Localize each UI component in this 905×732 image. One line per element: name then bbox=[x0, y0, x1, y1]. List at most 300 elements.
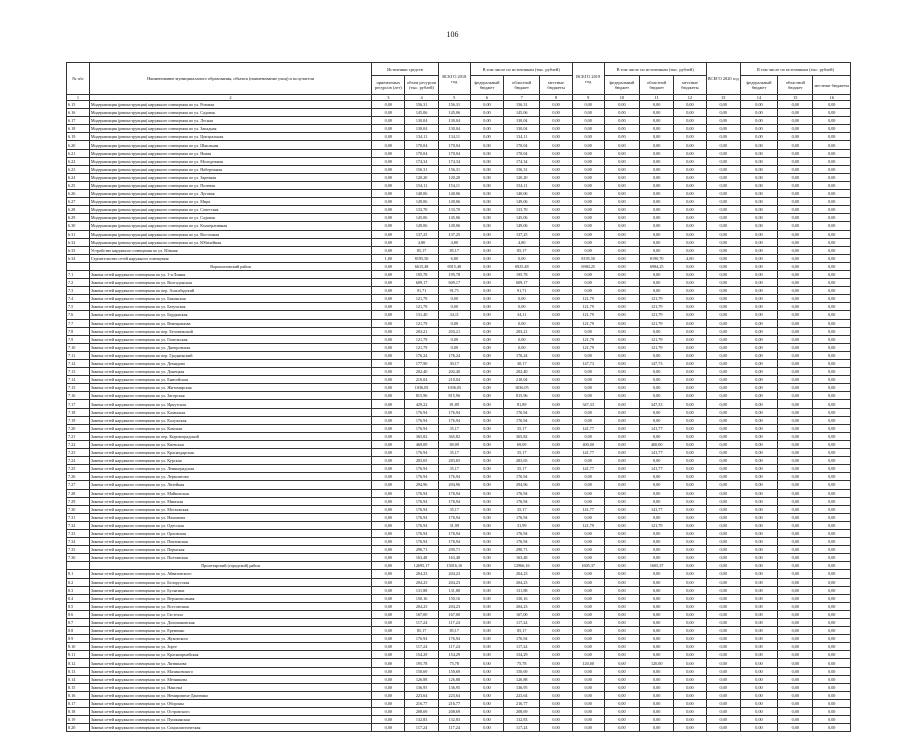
row-value: 0,00 bbox=[572, 206, 604, 214]
row-value: 0,00 bbox=[572, 173, 604, 181]
row-index: 8.2 bbox=[67, 578, 90, 586]
row-value: 0,00 bbox=[470, 432, 503, 440]
row-value: 0,00 bbox=[372, 675, 405, 683]
column-number: 1 bbox=[67, 95, 90, 101]
row-value: 133,70 bbox=[504, 206, 540, 214]
row-value: 0,00 bbox=[540, 602, 572, 610]
row-value: 216,77 bbox=[405, 699, 438, 707]
row-index: 7.2 bbox=[67, 279, 90, 287]
row-name: Замена сетей наружного освещения по ул. Камская bbox=[89, 424, 371, 432]
row-value: 0,00 bbox=[640, 489, 674, 497]
row-value: 0,00 bbox=[540, 651, 572, 659]
row-value: 134,11 bbox=[405, 133, 438, 141]
row-value: 141,77 bbox=[640, 449, 674, 457]
row-value: 0,00 bbox=[778, 708, 813, 716]
row-value: 0,00 bbox=[572, 554, 604, 562]
row-value: 0,00 bbox=[674, 683, 706, 691]
row-value: 0,00 bbox=[813, 109, 851, 117]
row-value: 0,00 bbox=[640, 101, 674, 109]
row-value: 0,00 bbox=[604, 449, 639, 457]
row-value: 0,00 bbox=[640, 691, 674, 699]
row-value: 156,31 bbox=[405, 101, 438, 109]
row-value: 1605,37 bbox=[572, 562, 604, 570]
table-row bbox=[67, 368, 851, 376]
row-value: 0,00 bbox=[470, 109, 503, 117]
row-value: 0,00 bbox=[778, 319, 813, 327]
table-row bbox=[67, 683, 851, 691]
row-value: 176,94 bbox=[405, 424, 438, 432]
row-value: 0,00 bbox=[813, 400, 851, 408]
row-value: 0,00 bbox=[706, 635, 740, 643]
row-value: 0,00 bbox=[813, 351, 851, 359]
row-value: 0,00 bbox=[813, 699, 851, 707]
row-value: 0,00 bbox=[640, 238, 674, 246]
row-value: 0,00 bbox=[778, 190, 813, 198]
row-value: 75,78 bbox=[438, 659, 470, 667]
row-value: 0,00 bbox=[674, 198, 706, 206]
row-name: Замена сетей наружного освещения по ул. Малиновского bbox=[89, 667, 371, 675]
row-name: Замена сетей наружного освещения по ул. Немировича-Данченко bbox=[89, 691, 371, 699]
row-value: 0,00 bbox=[706, 303, 740, 311]
row-value: 0,00 bbox=[706, 327, 740, 335]
row-value: 0,00 bbox=[540, 562, 572, 570]
row-value: 91,71 bbox=[504, 287, 540, 295]
row-value: 0,00 bbox=[674, 360, 706, 368]
row-value: 0,00 bbox=[572, 214, 604, 222]
row-value: 0,00 bbox=[540, 222, 572, 230]
row-value: 0,00 bbox=[540, 594, 572, 602]
row-value: 0,00 bbox=[372, 343, 405, 351]
row-value: 0,00 bbox=[372, 449, 405, 457]
row-value: 0,00 bbox=[706, 716, 740, 724]
row-value: 0,00 bbox=[674, 230, 706, 238]
row-value: 0,00 bbox=[813, 594, 851, 602]
row-value: 0,00 bbox=[572, 392, 604, 400]
row-value: 0,00 bbox=[604, 335, 639, 343]
table-row bbox=[67, 335, 851, 343]
row-value: 0,00 bbox=[470, 335, 503, 343]
row-value: 0,00 bbox=[640, 392, 674, 400]
row-value: 0,00 bbox=[604, 578, 639, 586]
row-value: 0,00 bbox=[813, 384, 851, 392]
row-value: 0,00 bbox=[540, 101, 572, 109]
row-value: 0,00 bbox=[572, 610, 604, 618]
row-value: 208,69 bbox=[405, 708, 438, 716]
row-value: 117,24 bbox=[438, 724, 470, 732]
row-value: 0,00 bbox=[674, 691, 706, 699]
row-value: 0,00 bbox=[674, 619, 706, 627]
row-value: 0,00 bbox=[438, 335, 470, 343]
row-value: 176,94 bbox=[438, 513, 470, 521]
row-value: 0,00 bbox=[540, 416, 572, 424]
row-value: 0,00 bbox=[778, 133, 813, 141]
row-value: 163,48 bbox=[504, 554, 540, 562]
row-value: 0,00 bbox=[674, 351, 706, 359]
table-row bbox=[67, 214, 851, 222]
row-value: 0,00 bbox=[540, 165, 572, 173]
row-value: 0,00 bbox=[470, 716, 503, 724]
table-row bbox=[67, 529, 851, 537]
row-value: 0,00 bbox=[604, 343, 639, 351]
row-value: 0,00 bbox=[470, 392, 503, 400]
row-value: 0,00 bbox=[640, 327, 674, 335]
table-header bbox=[67, 63, 851, 101]
row-value: 130,04 bbox=[438, 117, 470, 125]
row-value: 0,00 bbox=[604, 627, 639, 635]
row-value: 176,94 bbox=[438, 538, 470, 546]
row-value: 0,00 bbox=[640, 708, 674, 716]
row-value: 0,00 bbox=[674, 343, 706, 351]
row-name: Модернизация (реконструкция) наружного освещения по ул. Полевая bbox=[89, 181, 371, 189]
row-value: 0,00 bbox=[572, 157, 604, 165]
row-value: 176,94 bbox=[438, 497, 470, 505]
row-value: 0,00 bbox=[706, 643, 740, 651]
row-value: 30,17 bbox=[438, 360, 470, 368]
row-value: 0,00 bbox=[640, 635, 674, 643]
row-value: 0,00 bbox=[778, 311, 813, 319]
row-value: 117,24 bbox=[405, 724, 438, 732]
row-value: 0,00 bbox=[674, 505, 706, 513]
row-value: 0,00 bbox=[470, 384, 503, 392]
row-value: 0,00 bbox=[740, 424, 777, 432]
row-value: 0,00 bbox=[674, 643, 706, 651]
row-index: 6.16 bbox=[67, 109, 90, 117]
row-name: Замена сетей наружного освещения по ул. Иркутская bbox=[89, 400, 371, 408]
row-value: 0,00 bbox=[674, 376, 706, 384]
row-value: 0,00 bbox=[572, 287, 604, 295]
row-value: 0,00 bbox=[470, 173, 503, 181]
row-value: 141,77 bbox=[572, 465, 604, 473]
row-value: 0,00 bbox=[640, 699, 674, 707]
row-value: 0,00 bbox=[813, 667, 851, 675]
row-value: 117,24 bbox=[504, 724, 540, 732]
row-value: 0,00 bbox=[778, 449, 813, 457]
row-value: 0,00 bbox=[604, 214, 639, 222]
row-index: 6.25 bbox=[67, 181, 90, 189]
row-name: Замена сетей наружного освещения по ул. Днепровская bbox=[89, 343, 371, 351]
row-value: 150,16 bbox=[405, 594, 438, 602]
row-value: 0,00 bbox=[470, 133, 503, 141]
row-value: 170,04 bbox=[405, 149, 438, 157]
row-value: 0,00 bbox=[572, 222, 604, 230]
row-value: 290,71 bbox=[405, 546, 438, 554]
row-value: 121,79 bbox=[405, 319, 438, 327]
row-value: 0,00 bbox=[740, 716, 777, 724]
row-value: 0,00 bbox=[706, 675, 740, 683]
row-value: 0,00 bbox=[604, 295, 639, 303]
table-row bbox=[67, 101, 851, 109]
row-value: 0,00 bbox=[604, 376, 639, 384]
row-value: 0,00 bbox=[778, 554, 813, 562]
row-value: 0,00 bbox=[706, 335, 740, 343]
row-value: 0,00 bbox=[813, 521, 851, 529]
column-number: 2 bbox=[89, 95, 371, 101]
row-value: 0,00 bbox=[706, 198, 740, 206]
row-value: 0,00 bbox=[572, 238, 604, 246]
row-value: 0,00 bbox=[778, 635, 813, 643]
row-value: 0,00 bbox=[778, 724, 813, 732]
row-value: 0,00 bbox=[706, 222, 740, 230]
row-value: 130,04 bbox=[438, 125, 470, 133]
row-index: 7.10 bbox=[67, 343, 90, 351]
row-value: 0,00 bbox=[540, 635, 572, 643]
row-value: 0,00 bbox=[372, 497, 405, 505]
row-name: Замена сетей наружного освещения по пер. Ашхабадский bbox=[89, 287, 371, 295]
row-value: 0,00 bbox=[640, 246, 674, 254]
row-value: 176,94 bbox=[504, 497, 540, 505]
row-value: 0,00 bbox=[778, 343, 813, 351]
row-value: 0,00 bbox=[813, 101, 851, 109]
row-value: 130,04 bbox=[405, 125, 438, 133]
row-value: 0,00 bbox=[813, 408, 851, 416]
row-value: 6925,48 bbox=[504, 262, 540, 270]
row-value: 0,00 bbox=[640, 376, 674, 384]
row-value: 121,79 bbox=[405, 335, 438, 343]
row-value: 0,00 bbox=[540, 335, 572, 343]
row-value: 204,23 bbox=[504, 602, 540, 610]
row-value: 0,00 bbox=[813, 319, 851, 327]
row-value: 0,00 bbox=[778, 157, 813, 165]
row-value: 0,00 bbox=[706, 651, 740, 659]
row-value: 0,00 bbox=[674, 117, 706, 125]
row-value: 0,00 bbox=[372, 141, 405, 149]
row-value: 0,00 bbox=[674, 400, 706, 408]
row-value: 0,00 bbox=[813, 279, 851, 287]
row-value: 0,00 bbox=[813, 538, 851, 546]
row-value: 0,00 bbox=[813, 449, 851, 457]
row-value: 0,00 bbox=[813, 149, 851, 157]
row-value: 0,00 bbox=[540, 376, 572, 384]
row-value: 0,00 bbox=[470, 270, 503, 278]
header-num: № п/п bbox=[67, 63, 90, 95]
row-value: 130,04 bbox=[504, 117, 540, 125]
row-value: 0,00 bbox=[778, 586, 813, 594]
row-value: 0,00 bbox=[813, 546, 851, 554]
row-value: 283,65 bbox=[405, 457, 438, 465]
row-value: 204,23 bbox=[405, 602, 438, 610]
row-value: 0,00 bbox=[604, 311, 639, 319]
row-value: 0,00 bbox=[674, 125, 706, 133]
row-value: 0,00 bbox=[813, 173, 851, 181]
row-value: 0,00 bbox=[540, 554, 572, 562]
row-value: 609,17 bbox=[438, 279, 470, 287]
row-value: 0,00 bbox=[706, 117, 740, 125]
row-name: Замена сетей наружного освещения по ул. Демидова bbox=[89, 360, 371, 368]
row-index: 7.12 bbox=[67, 360, 90, 368]
row-value: 0,00 bbox=[572, 270, 604, 278]
row-value: 0,00 bbox=[813, 376, 851, 384]
row-value: 0,00 bbox=[740, 497, 777, 505]
row-name: Замена сетей наружного освещения по ул. Бусыгина bbox=[89, 586, 371, 594]
table-row bbox=[67, 173, 851, 181]
row-value: 0,00 bbox=[372, 619, 405, 627]
row-value: 163,48 bbox=[405, 554, 438, 562]
row-index: 6.19 bbox=[67, 133, 90, 141]
row-value: 0,00 bbox=[604, 198, 639, 206]
row-value: 0,00 bbox=[778, 521, 813, 529]
row-value: 0,00 bbox=[470, 457, 503, 465]
table-row bbox=[67, 303, 851, 311]
row-value: 145,06 bbox=[405, 109, 438, 117]
row-index: 6.29 bbox=[67, 214, 90, 222]
row-value: 0,00 bbox=[470, 343, 503, 351]
row-value: 0,00 bbox=[470, 643, 503, 651]
row-value: 0,00 bbox=[778, 667, 813, 675]
row-value: 0,00 bbox=[640, 473, 674, 481]
row-value: 0,00 bbox=[540, 724, 572, 732]
row-value: 121,79 bbox=[640, 303, 674, 311]
row-value: 0,00 bbox=[504, 254, 540, 262]
row-value: 0,00 bbox=[372, 708, 405, 716]
row-value: 0,00 bbox=[604, 262, 639, 270]
row-index: 8.3 bbox=[67, 586, 90, 594]
row-value: 0,00 bbox=[674, 270, 706, 278]
row-index: 8.20 bbox=[67, 724, 90, 732]
row-value: 156,31 bbox=[438, 101, 470, 109]
row-value: 121,79 bbox=[572, 295, 604, 303]
row-value: 0,00 bbox=[640, 643, 674, 651]
row-value: 35,17 bbox=[438, 424, 470, 432]
row-value: 0,00 bbox=[604, 206, 639, 214]
row-value: 0,00 bbox=[540, 489, 572, 497]
row-value: 35,17 bbox=[504, 465, 540, 473]
row-name: Замена сетей наружного освещения по ул. Зорге bbox=[89, 643, 371, 651]
row-value: 0,00 bbox=[740, 400, 777, 408]
row-value: 1036,05 bbox=[504, 384, 540, 392]
row-name: Устройство наружного освещения по ул. Южная bbox=[89, 246, 371, 254]
row-value: 0,00 bbox=[604, 287, 639, 295]
row-value: 0,00 bbox=[540, 181, 572, 189]
row-value: 0,00 bbox=[813, 117, 851, 125]
header-federal-2020: федеральный бюджет bbox=[740, 76, 777, 95]
row-value: 0,00 bbox=[540, 716, 572, 724]
column-number: 5 bbox=[438, 95, 470, 101]
row-index: 8.4 bbox=[67, 594, 90, 602]
column-number: 10 bbox=[604, 95, 639, 101]
row-name: Замена сетей наружного освещения по ул. Литвинова bbox=[89, 659, 371, 667]
row-value: 6615,48 bbox=[405, 262, 438, 270]
table-row bbox=[67, 384, 851, 392]
row-value: 0,00 bbox=[372, 643, 405, 651]
row-value: 0,00 bbox=[572, 279, 604, 287]
table-row bbox=[67, 376, 851, 384]
row-value: 176,94 bbox=[438, 529, 470, 537]
row-value: 210,04 bbox=[504, 376, 540, 384]
row-value: 290,71 bbox=[438, 546, 470, 554]
row-value: 0,00 bbox=[470, 222, 503, 230]
row-value: 0,00 bbox=[470, 586, 503, 594]
row-value: 0,00 bbox=[740, 262, 777, 270]
row-value: 0,00 bbox=[470, 440, 503, 448]
row-value: 0,00 bbox=[372, 481, 405, 489]
row-value: 0,00 bbox=[604, 157, 639, 165]
row-value: 0,00 bbox=[674, 173, 706, 181]
row-value: 0,00 bbox=[778, 173, 813, 181]
row-value: 0,00 bbox=[372, 432, 405, 440]
row-name: Замена сетей наружного освещения по ул. Майкопская bbox=[89, 489, 371, 497]
column-number: 7 bbox=[504, 95, 540, 101]
row-value: 0,00 bbox=[706, 602, 740, 610]
row-value: 154,11 bbox=[504, 181, 540, 189]
row-value: 0,00 bbox=[372, 408, 405, 416]
row-value: 0,00 bbox=[740, 125, 777, 133]
row-value: 0,00 bbox=[740, 465, 777, 473]
row-value: 0,00 bbox=[372, 610, 405, 618]
row-value: 0,00 bbox=[604, 279, 639, 287]
row-value: 0,00 bbox=[778, 270, 813, 278]
row-value: 0,00 bbox=[706, 667, 740, 675]
row-value: 0,00 bbox=[706, 206, 740, 214]
row-value: 0,00 bbox=[540, 505, 572, 513]
row-value: 609,17 bbox=[504, 279, 540, 287]
row-value: 0,00 bbox=[778, 465, 813, 473]
table-row bbox=[67, 505, 851, 513]
row-value: 0,00 bbox=[778, 149, 813, 157]
row-value: 0,00 bbox=[778, 165, 813, 173]
table-row bbox=[67, 635, 851, 643]
row-value: 0,00 bbox=[706, 440, 740, 448]
row-value: 0,00 bbox=[674, 424, 706, 432]
row-name: Строительство сетей наружного освещения bbox=[89, 254, 371, 262]
row-index: 6.33 bbox=[67, 246, 90, 254]
row-value: 0,00 bbox=[604, 270, 639, 278]
table-row bbox=[67, 238, 851, 246]
row-value: 195,78 bbox=[504, 270, 540, 278]
row-value: 0,00 bbox=[540, 109, 572, 117]
table-row bbox=[67, 667, 851, 675]
row-index: 7.19 bbox=[67, 416, 90, 424]
row-value: 121,79 bbox=[572, 319, 604, 327]
row-value: 0,00 bbox=[504, 335, 540, 343]
row-value: 0,00 bbox=[813, 311, 851, 319]
row-name: Замена сетей наружного освещения по ул. Одесская bbox=[89, 521, 371, 529]
row-value: 117,24 bbox=[405, 643, 438, 651]
row-index: 8.6 bbox=[67, 610, 90, 618]
row-value: 0,00 bbox=[740, 513, 777, 521]
row-index bbox=[67, 562, 90, 570]
row-value: 35,17 bbox=[438, 449, 470, 457]
row-value: 0,00 bbox=[504, 343, 540, 351]
row-value: 0,00 bbox=[674, 303, 706, 311]
row-value: 0,00 bbox=[740, 181, 777, 189]
row-value: 0,00 bbox=[604, 554, 639, 562]
row-value: 0,00 bbox=[778, 141, 813, 149]
row-value: 0,00 bbox=[470, 400, 503, 408]
row-value: 0,00 bbox=[640, 287, 674, 295]
row-value: 0,00 bbox=[740, 643, 777, 651]
row-value: 0,00 bbox=[740, 473, 777, 481]
row-value: 0,00 bbox=[706, 554, 740, 562]
row-value: 0,00 bbox=[372, 287, 405, 295]
row-value: 0,00 bbox=[813, 651, 851, 659]
row-value: 0,00 bbox=[740, 562, 777, 570]
table-row bbox=[67, 206, 851, 214]
table-row bbox=[67, 651, 851, 659]
row-value: 0,00 bbox=[778, 262, 813, 270]
row-value: 0,00 bbox=[540, 384, 572, 392]
row-value: 0,00 bbox=[778, 594, 813, 602]
table-row bbox=[67, 295, 851, 303]
row-value: 0,00 bbox=[604, 360, 639, 368]
row-value: 0,00 bbox=[740, 554, 777, 562]
row-value: 0,00 bbox=[604, 173, 639, 181]
row-value: 0,00 bbox=[572, 457, 604, 465]
row-value: 0,00 bbox=[604, 546, 639, 554]
row-value: 145,06 bbox=[504, 214, 540, 222]
row-value: 0,00 bbox=[604, 392, 639, 400]
row-value: 0,00 bbox=[674, 319, 706, 327]
row-name: Замена сетей наружного освещения по ул. Киевская bbox=[89, 440, 371, 448]
